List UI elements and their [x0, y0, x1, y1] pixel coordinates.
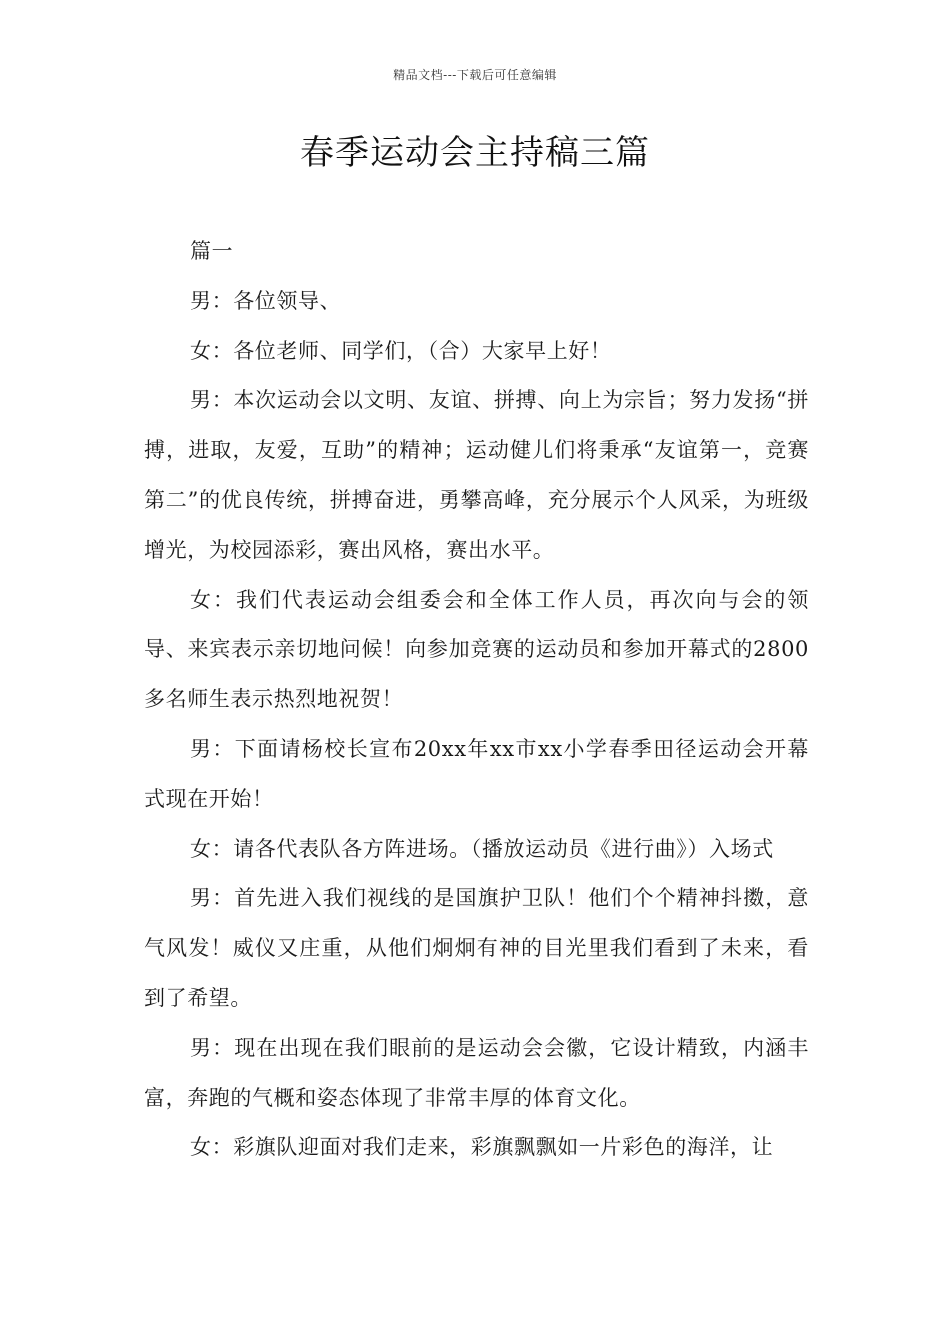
paragraph: 女：彩旗队迎面对我们走来，彩旗飘飘如一片彩色的海洋，让: [190, 1135, 774, 1160]
document-body: [144, 227, 809, 1173]
header-note: 精品文档---下载后可任意编辑: [393, 68, 557, 82]
paragraph: 男：各位领导、: [190, 288, 342, 313]
paragraph: 男：本次运动会以文明、友谊、拼搏、向上为宗旨；努力发扬“拼搏，进取，友爱，互助”的精神；运动健儿们将秉承“友谊第一，竞赛第二”的优良传统，拼搏奋进，勇攀高峰，充分展示个人风采，为班级增光，为校园添彩，赛出风格，赛出水平。: [144, 388, 809, 562]
paragraph: 男：现在出现在我们眼前的是运动会会徽，它设计精致，内涵丰富，奔跑的气概和姿态体现了非常丰厚的体育文化。: [144, 1035, 809, 1110]
paragraph: 女：各位老师、同学们，（合）大家早上好！: [190, 338, 612, 363]
paragraph: 女：我们代表运动会组委会和全体工作人员，再次向与会的领导、来宾表示亲切地问候！向参加竞赛的运动员和参加开幕式的2800多名师生表示热烈地祝贺！: [144, 587, 809, 712]
document-title: 春季运动会主持稿三篇: [300, 133, 650, 173]
paragraph: 男：下面请杨校长宣布20xx年xx市xx小学春季田径运动会开幕式现在开始！: [144, 736, 809, 811]
paragraph-section-heading: 篇一: [190, 239, 234, 263]
paragraph: 男：首先进入我们视线的是国旗护卫队！他们个个精神抖擞，意气风发！威仪又庄重，从他们炯炯有神的目光里我们看到了未来，看到了希望。: [144, 886, 809, 1010]
paragraph: 女：请各代表队各方阵进场。（播放运动员《进行曲》）入场式: [190, 836, 774, 861]
